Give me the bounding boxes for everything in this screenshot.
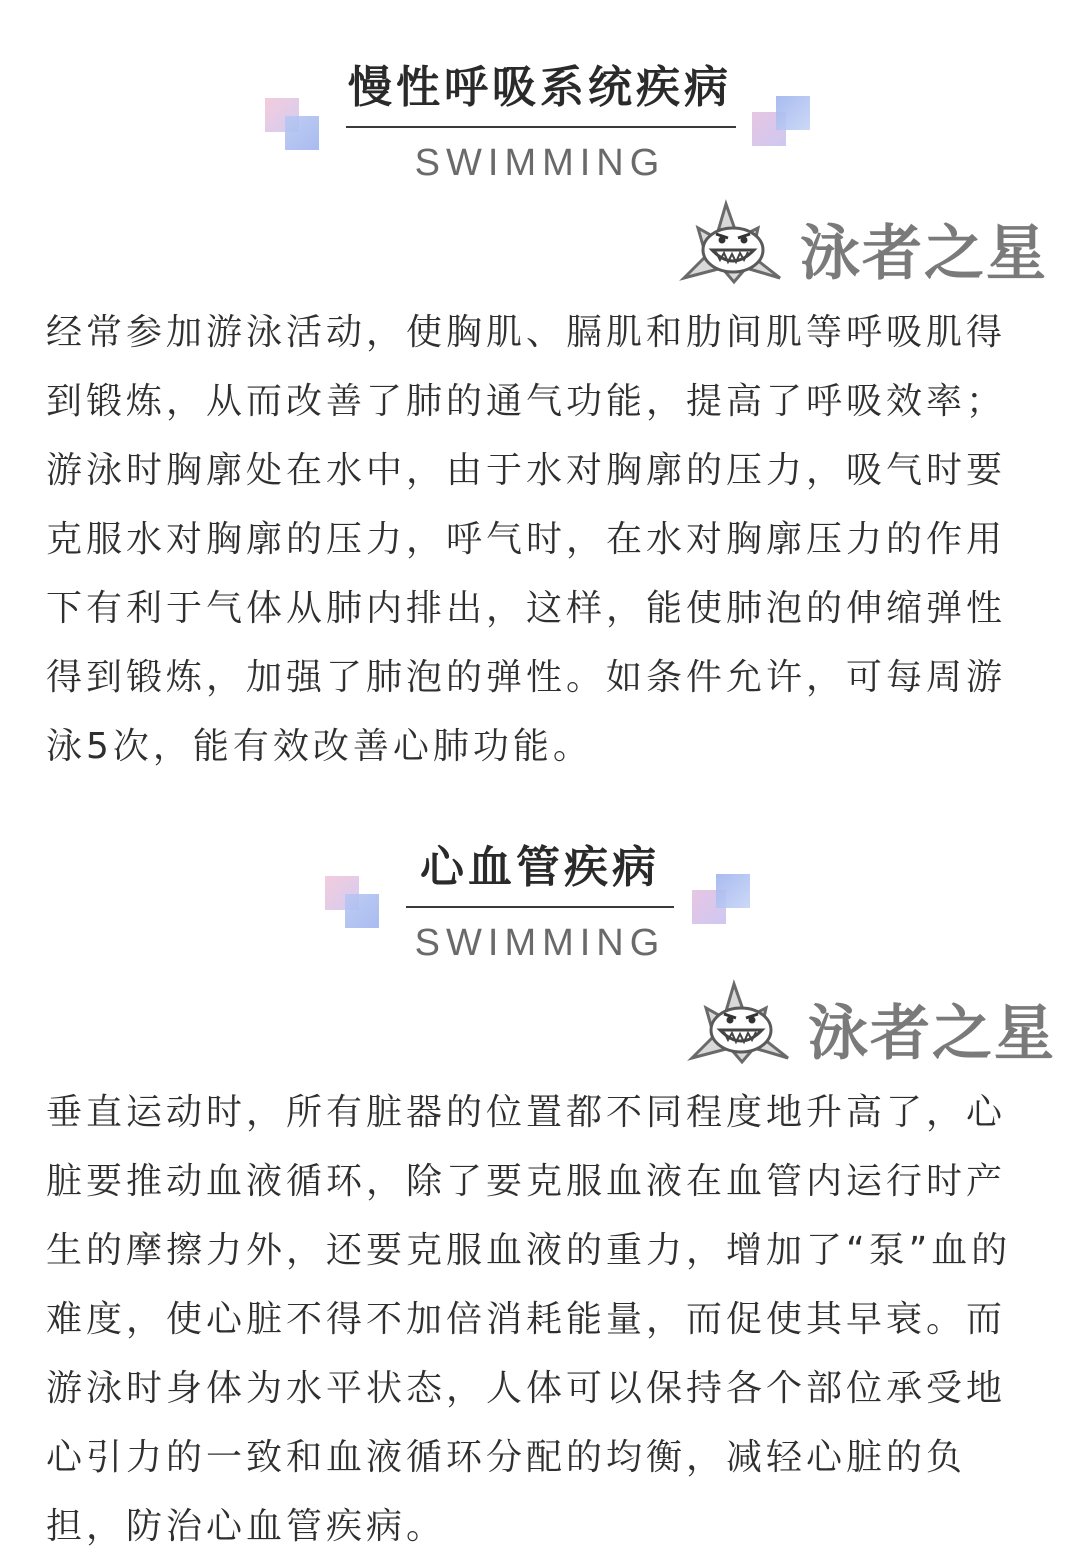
section-heading <box>0 838 1080 968</box>
title-underline <box>406 906 674 908</box>
shark-mascot-icon <box>676 198 791 286</box>
brand-logo <box>676 198 1066 288</box>
section-subtitle: SWIMMING <box>414 922 666 964</box>
section-heading <box>0 58 1080 188</box>
shark-mascot-icon <box>684 978 799 1066</box>
brand-logo-text: 泳者之星 <box>808 999 1056 1069</box>
decoration-squares-icon <box>752 98 812 148</box>
section-body: 垂直运动时，所有脏器的位置都不同程度地升高了，心脏要推动血液循环，除了要克服血液在血管内运行时产生的摩擦力外，还要克服血液的重力，增加了“泵”血的难度，使心脏不得不加倍消耗能量，而促使其早衰。而游泳时身体为水平状态，人体可以保持各个部位承受地心引力的一致和血液循环分配的均衡，减轻心脏的负担，防治心血管疾病。 <box>46 1092 1012 1547</box>
section-subtitle: SWIMMING <box>414 142 666 184</box>
section-title: 慢性呼吸系统疾病 <box>348 62 732 113</box>
title-underline <box>346 126 736 128</box>
section-title: 心血管疾病 <box>420 842 660 893</box>
decoration-squares-icon <box>692 876 752 926</box>
section-body: 经常参加游泳活动，使胸肌、膈肌和肋间肌等呼吸肌得到锻炼，从而改善了肺的通气功能，提高了呼吸效率；游泳时胸廓处在水中，由于水对胸廓的压力，吸气时要克服水对胸廓的压力，呼气时，在水对胸廓压力的作用下有利于气体从肺内排出，这样，能使肺泡的伸缩弹性得到锻炼，加强了肺泡的弹性。如条件允许，可每周游泳5次，能有效改善心肺功能。 <box>46 312 1007 767</box>
brand-logo <box>684 978 1074 1068</box>
brand-logo-text: 泳者之星 <box>800 219 1048 289</box>
